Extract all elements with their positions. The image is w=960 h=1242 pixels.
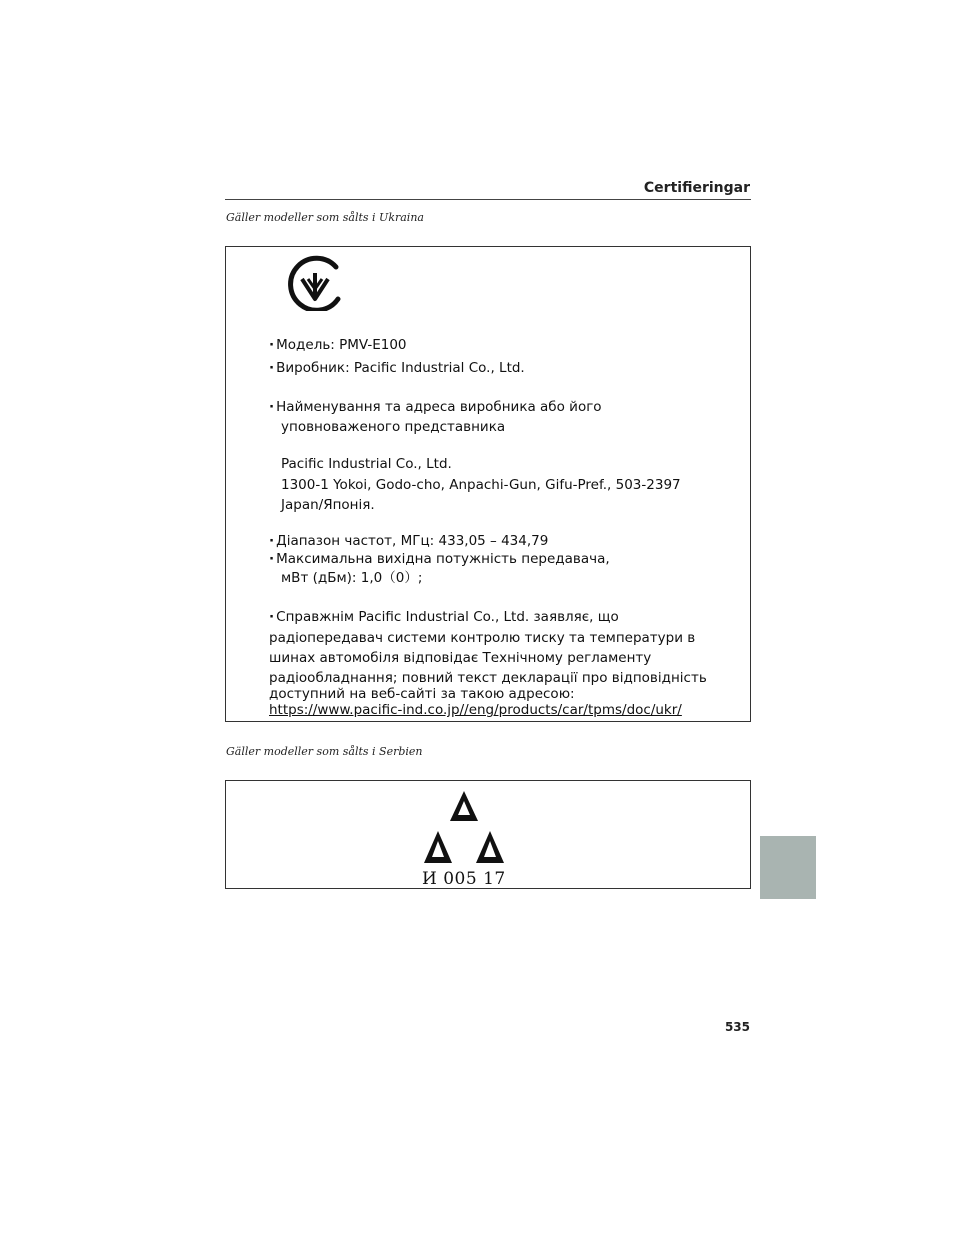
- frequency-range-line: · Діапазон частот, МГц: 433,05 – 434,79: [269, 531, 548, 551]
- serbian-certificate-code: И 005 17: [422, 869, 506, 889]
- serbia-caption: Gäller modeller som sålts i Serbien: [226, 745, 423, 758]
- declaration-url-link[interactable]: https://www.pacific-ind.co.jp//eng/products/car/tpms/doc/ukr/: [269, 702, 682, 718]
- country-line: Japan/Японія.: [281, 497, 375, 513]
- ukrainian-conformity-mark-icon: [284, 255, 346, 311]
- chapter-side-tab: [760, 836, 816, 899]
- serbian-conformity-mark-icon: [416, 787, 512, 869]
- declaration-line-1: · Справжнім Pacific Industrial Co., Ltd. заявляє, що: [269, 607, 619, 627]
- page-number: 535: [724, 1020, 750, 1034]
- header-rule: [225, 199, 751, 200]
- address-line: 1300-1 Yokoi, Godo-cho, Anpachi-Gun, Gifu-Pref., 503-2397: [281, 477, 681, 493]
- declaration-line-4: радіообладнання; повний текст декларації про відповідність: [269, 670, 707, 686]
- declaration-line-3: шинах автомобіля відповідає Технічному регламенту: [269, 650, 652, 666]
- manufacturer-line: · Виробник: Pacific Industrial Co., Ltd.: [269, 358, 525, 378]
- model-line: · Модель: PMV-E100: [269, 335, 407, 355]
- max-power-value-line: мВт (дБм): 1,0（0）;: [281, 570, 423, 586]
- representative-heading-line: · Найменування та адреса виробника або його: [269, 397, 602, 417]
- declaration-line-5: доступний на веб-сайті за такою адресою:: [269, 686, 575, 702]
- ukraine-certification-box: [225, 246, 751, 722]
- serbia-certification-box: [225, 780, 751, 889]
- declaration-line-2: радіопередавач системи контролю тиску та температури в: [269, 630, 696, 646]
- ukraine-caption: Gäller modeller som sålts i Ukraina: [226, 211, 424, 224]
- section-title: Certifieringar: [643, 180, 750, 196]
- company-name-line: Pacific Industrial Co., Ltd.: [281, 456, 452, 472]
- max-power-line: · Максимальна вихідна потужність передавача,: [269, 549, 610, 569]
- representative-heading-line-2: уповноваженого представника: [281, 419, 506, 435]
